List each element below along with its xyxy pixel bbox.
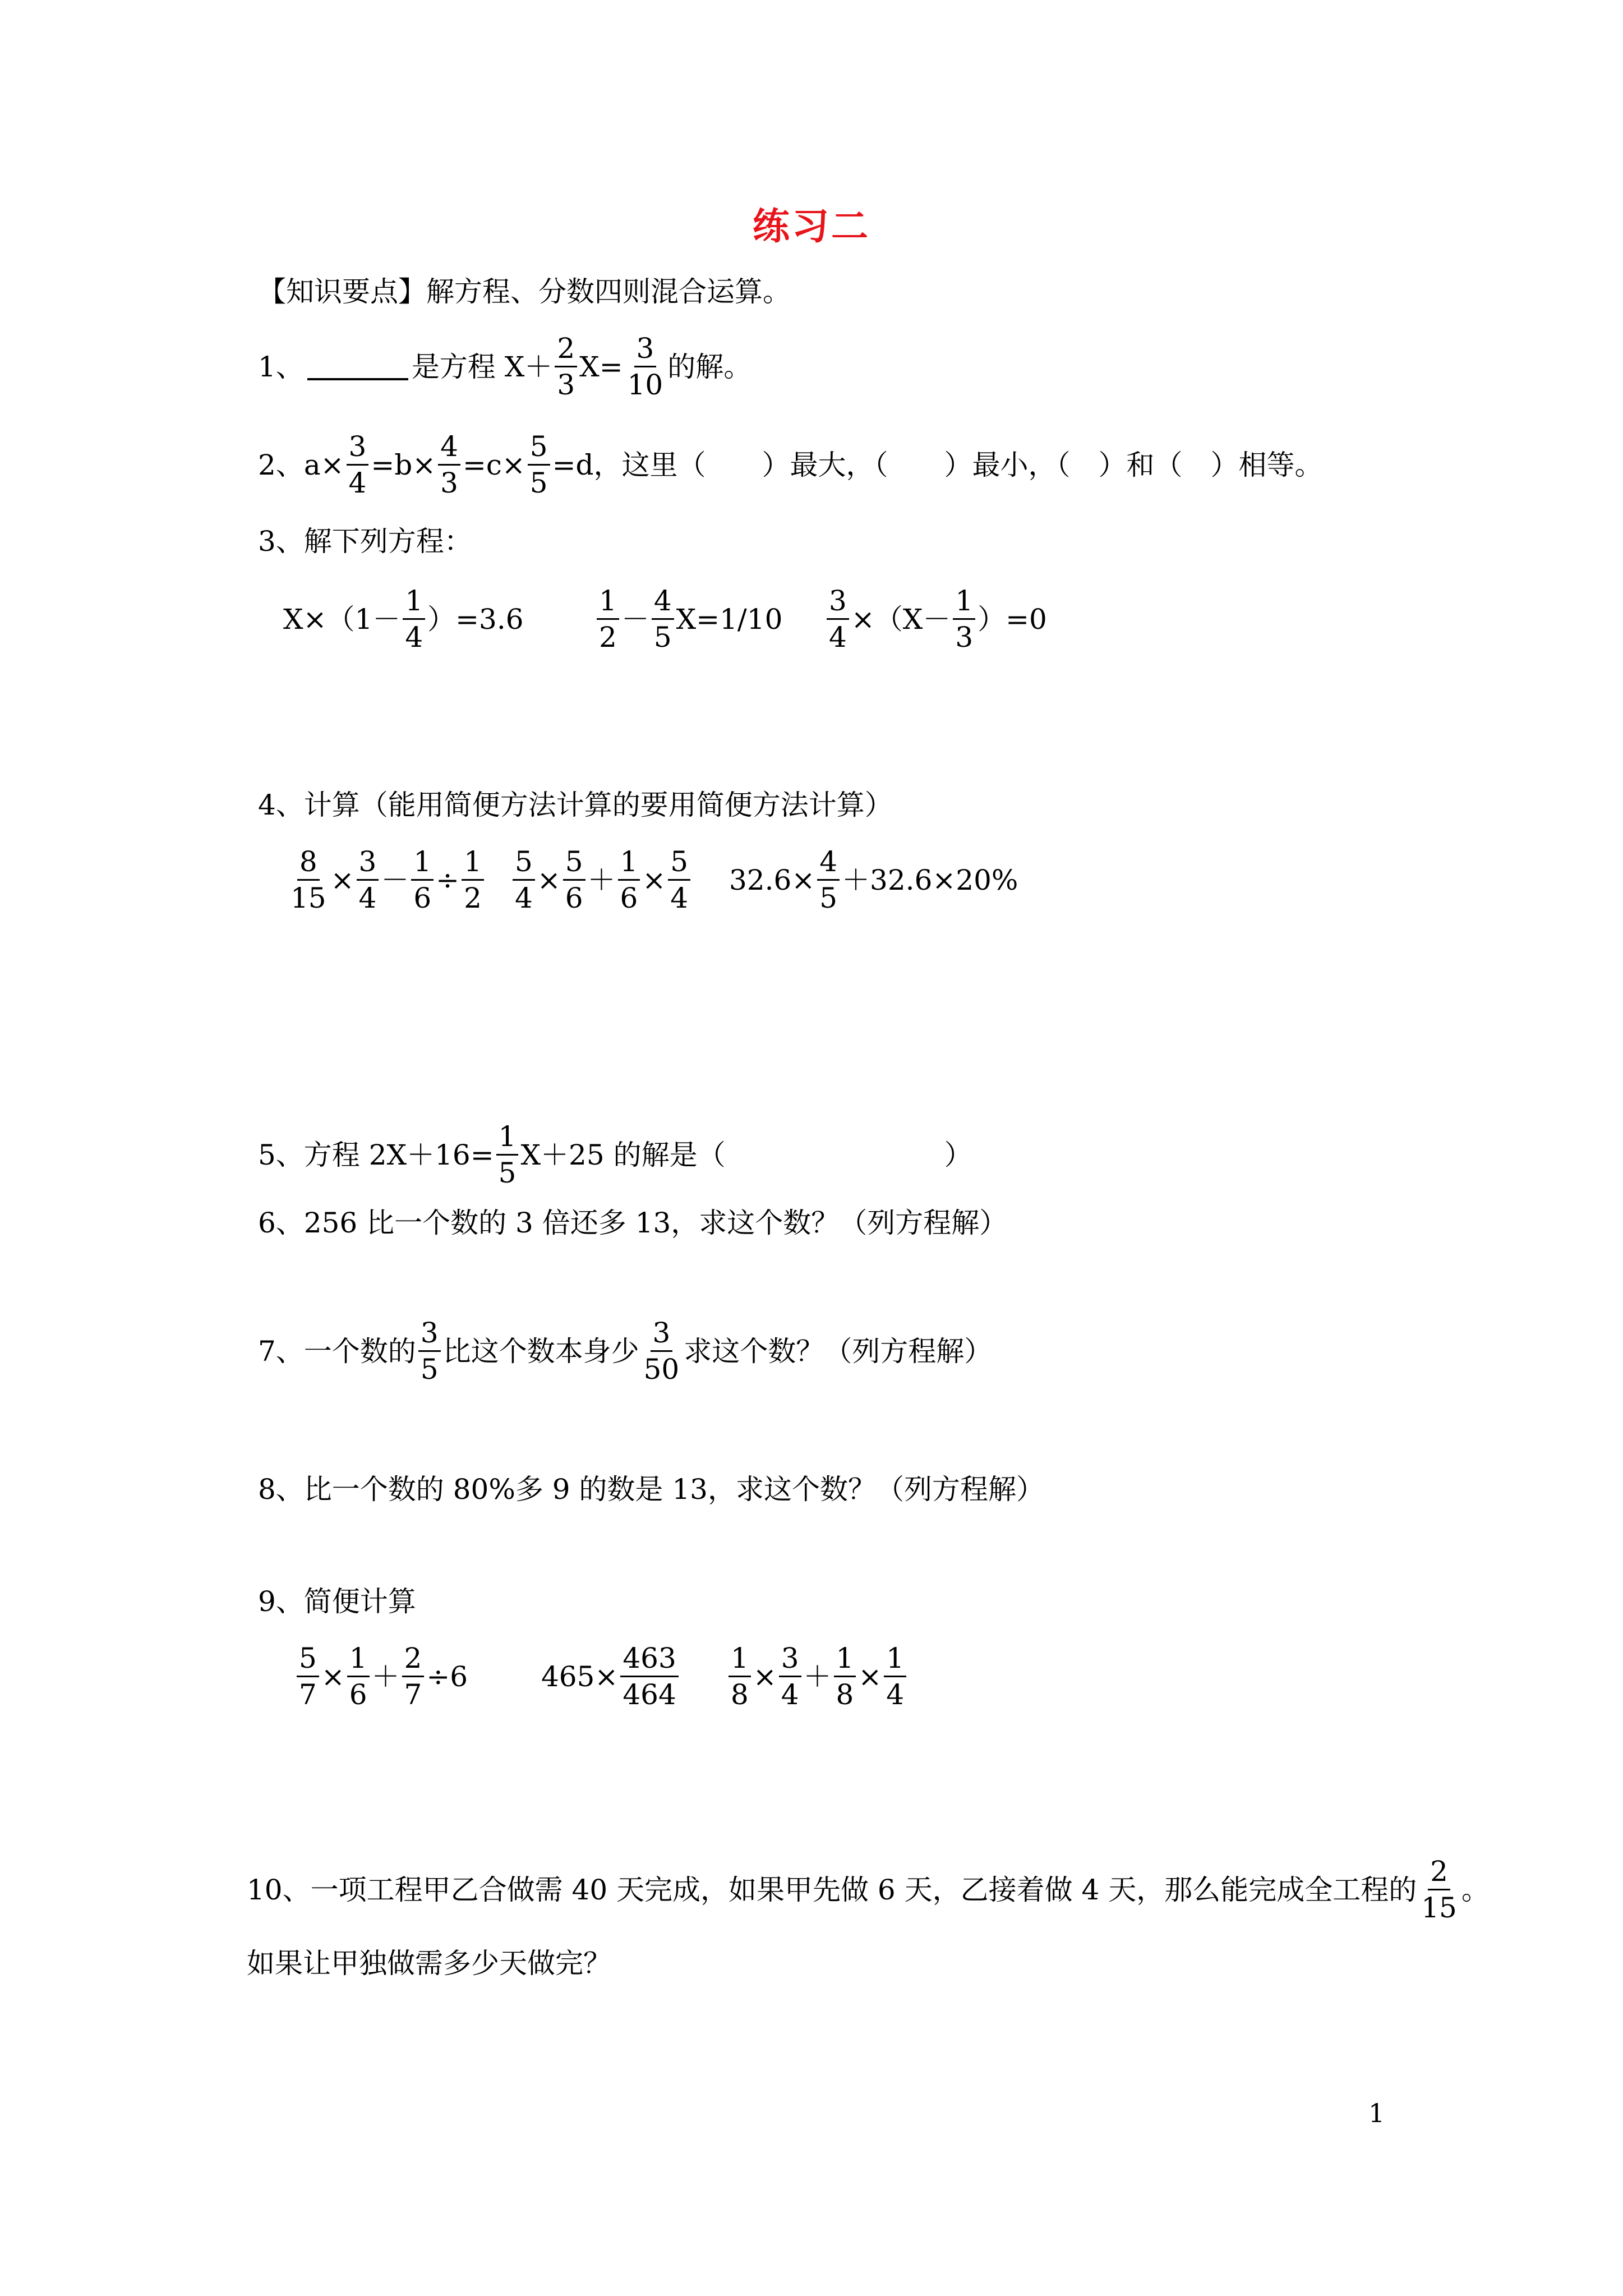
fraction: $\frac{5}{4}$: [668, 844, 690, 915]
fraction: $\frac{463}{464}$: [620, 1641, 678, 1712]
fraction: $\frac{3}{4}$: [347, 429, 369, 500]
fraction: $\frac{1}{8}$: [834, 1641, 856, 1712]
fraction: $\frac{3}{4}$: [827, 583, 849, 655]
fraction: $\frac{3}{10}$: [627, 332, 663, 401]
fraction: $\frac{1}{4}$: [403, 583, 425, 655]
fraction: $\frac{2}{15}$: [1421, 1855, 1457, 1924]
question-7: 7、一个数的 $\frac{3}{5}$ 比这个数本身少 $\frac{3}{50}$ 求这个数？（列方程解）: [258, 1317, 993, 1386]
fraction: $\frac{3}{50}$: [643, 1317, 680, 1386]
fraction: $\frac{2}{3}$: [555, 331, 577, 402]
fraction: $\frac{3}{4}$: [357, 844, 379, 915]
fraction: $\frac{5}{4}$: [513, 844, 535, 915]
question-10-line-2: 如果让甲独做需多少天做完？: [247, 1947, 611, 1980]
fraction: $\frac{1}{3}$: [953, 583, 975, 655]
fraction: $\frac{1}{6}$: [411, 844, 434, 915]
equation-3b: $\frac{1}{2}$ － $\frac{4}{5}$ X=1/10: [594, 583, 782, 655]
fraction: $\frac{3}{4}$: [779, 1641, 801, 1712]
expression-4b: $\frac{5}{4}$ × $\frac{5}{6}$ ＋ $\frac{1}{6}$ × $\frac{5}{4}$: [510, 844, 693, 915]
question-10: 10、一项工程甲乙合做需 40 天完成，如果甲先做 6 天，乙接着做 4 天，那么能完成全工程的 $\frac{2}{15}$ 。: [247, 1855, 1490, 1924]
equation-3a: X×（1－ $\frac{1}{4}$ ）=3.6: [283, 585, 524, 654]
question-6: 6、256 比一个数的 3 倍还多 13，求这个数？（列方程解）: [258, 1207, 1008, 1239]
expression-9c: $\frac{1}{8}$ × $\frac{3}{4}$ ＋ $\frac{1}{8}$ × $\frac{1}{4}$: [726, 1641, 909, 1712]
fraction: $\frac{1}{2}$: [597, 583, 619, 655]
expression-4a: $\frac{8}{15}$ × $\frac{3}{4}$ － $\frac{1}{6}$ ÷ $\frac{1}{2}$: [286, 844, 486, 915]
fraction: $\frac{1}{2}$: [462, 844, 484, 915]
fraction: $\frac{2}{7}$: [402, 1641, 425, 1712]
fraction: $\frac{4}{3}$: [438, 429, 460, 500]
fraction: $\frac{5}{7}$: [297, 1641, 319, 1712]
fraction: $\frac{1}{4}$: [884, 1641, 906, 1712]
expression-4c: 32.6× $\frac{4}{5}$ ＋32.6×20%: [729, 845, 1018, 914]
equation-3c: $\frac{3}{4}$ ×（X－ $\frac{1}{3}$ ）=0: [824, 583, 1047, 655]
fraction: $\frac{1}{8}$: [728, 1641, 751, 1712]
question-5: 5、方程 2X＋16= $\frac{1}{5}$ X＋25 的解是（ ）: [258, 1120, 972, 1189]
question-3: 3、解下列方程：: [258, 525, 472, 558]
page-number: 1: [1368, 2098, 1385, 2128]
fraction: $\frac{5}{6}$: [563, 844, 585, 915]
question-4: 4、计算（能用简便方法计算的要用简便方法计算）: [258, 789, 893, 821]
expression-9b: 465× $\frac{463}{464}$: [541, 1641, 681, 1712]
fraction: $\frac{1}{5}$: [496, 1119, 519, 1190]
expression-9a: $\frac{5}{7}$ × $\frac{1}{6}$ ＋ $\frac{2}{7}$ ÷6: [294, 1641, 468, 1712]
fraction: $\frac{4}{5}$: [652, 583, 674, 655]
page-title: 练习二: [753, 204, 870, 248]
question-8: 8、比一个数的 80%多 9 的数是 13，求这个数？（列方程解）: [258, 1473, 1044, 1506]
fraction: $\frac{5}{5}$: [528, 429, 550, 500]
fraction: $\frac{1}{6}$: [618, 844, 640, 915]
fraction: $\frac{4}{5}$: [817, 844, 840, 915]
fraction: $\frac{1}{6}$: [347, 1641, 370, 1712]
question-1: 1、 是方程 X＋ $\frac{2}{3}$ X= $\frac{3}{10}$ 的解。: [258, 332, 752, 401]
fraction: $\frac{8}{15}$: [291, 845, 326, 914]
answer-blank[interactable]: [307, 353, 408, 380]
knowledge-points: 【知识要点】解方程、分数四则混合运算。: [258, 275, 791, 308]
question-2: 2、 a× $\frac{3}{4}$ =b× $\frac{4}{3}$ =c× $\frac{5}{5}$ =d，这里（ ）最大，（ ）最小，（ ）和（ ）相等。: [258, 430, 1323, 499]
fraction: $\frac{3}{5}$: [418, 1315, 441, 1387]
question-9: 9、简便计算: [258, 1585, 416, 1618]
